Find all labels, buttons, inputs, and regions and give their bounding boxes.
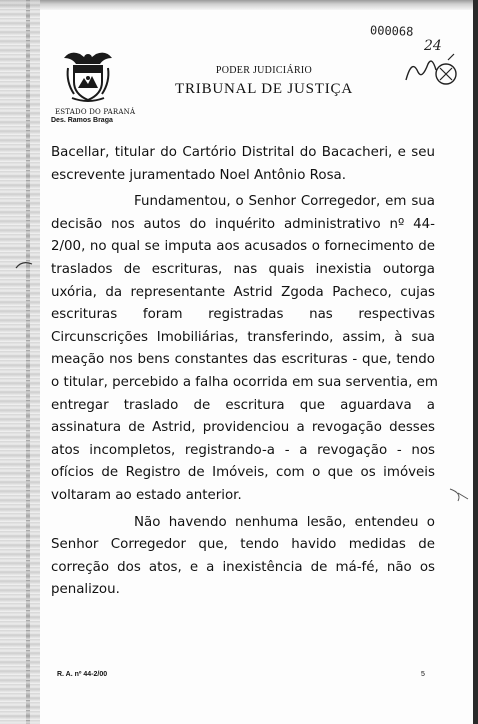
scan-left-margin [0, 0, 40, 724]
court-title: TRIBUNAL DE JUSTIÇA [175, 81, 353, 97]
text-line: ofícios de Registro de Imóveis, com o que os imóveis [51, 465, 435, 481]
text-line: assinatura de Astrid, providenciou a revogação desses [51, 420, 435, 436]
text-line: decisão nos autos do inquérito administrativo nº 44- [51, 216, 435, 232]
page-number: 5 [421, 671, 425, 678]
text-line: traslados de escrituras, nas quais inexistia outorga [51, 261, 435, 277]
margin-bracket-icon [448, 485, 472, 505]
text-line: Senhor Corregedor que, tendo havido medidas de [51, 537, 435, 553]
judiciary-label: PODER JUDICIÁRIO [215, 65, 313, 76]
text-line: penalizou. [51, 582, 120, 598]
handwritten-signature-icon [402, 50, 460, 90]
text-line: Bacellar, titular do Cartório Distrital do Bacacheri, e seu [51, 145, 435, 160]
text-line: escrituras foram registradas nas respectivas [51, 307, 435, 323]
text-line: atos incompletos, registrando-a - a revogação - nos [51, 442, 435, 458]
author-label: Des. Ramos Braga [51, 117, 113, 124]
scan-right-edge [473, 0, 478, 724]
page-stamp-number: 000068 [369, 23, 414, 39]
paragraph-start-line: Não havendo nenhuma lesão, entendeu o [134, 514, 435, 530]
document-reference: R. A. nº 44-2/00 [57, 671, 108, 678]
text-line: Circunscrições Imobiliárias, transferindo, assim, à sua [51, 329, 435, 345]
handwritten-page-number: 24 [424, 38, 442, 54]
document-body [51, 142, 438, 602]
text-line: entregar traslado de escritura que aguardava a [51, 397, 435, 413]
paragraph-start-line: Fundamentou, o Senhor Corregedor, em sua [134, 194, 435, 210]
text-line: meação nos bens constantes das escrituras - que, tendo [51, 352, 435, 368]
text-line: uxória, da representante Astrid Zgoda Pacheco, cujas [51, 284, 435, 300]
scan-top-edge [0, 0, 478, 10]
state-label: ESTADO DO PARANÁ [55, 108, 136, 116]
text-line: voltaram ao estado anterior. [51, 487, 242, 503]
text-line: escrevente juramentado Noel Antônio Rosa. [51, 167, 347, 183]
text-line: correção dos atos, e a inexistência de má-fé, não os [51, 559, 435, 575]
text-line: o titular, percebido a falha ocorrida em sua serventia, em [51, 374, 438, 390]
margin-mark-icon [14, 258, 34, 272]
scan-binding-edge [26, 0, 30, 724]
text-line: 2/00, no qual se imputa aos acusados o fornecimento de [51, 239, 435, 255]
